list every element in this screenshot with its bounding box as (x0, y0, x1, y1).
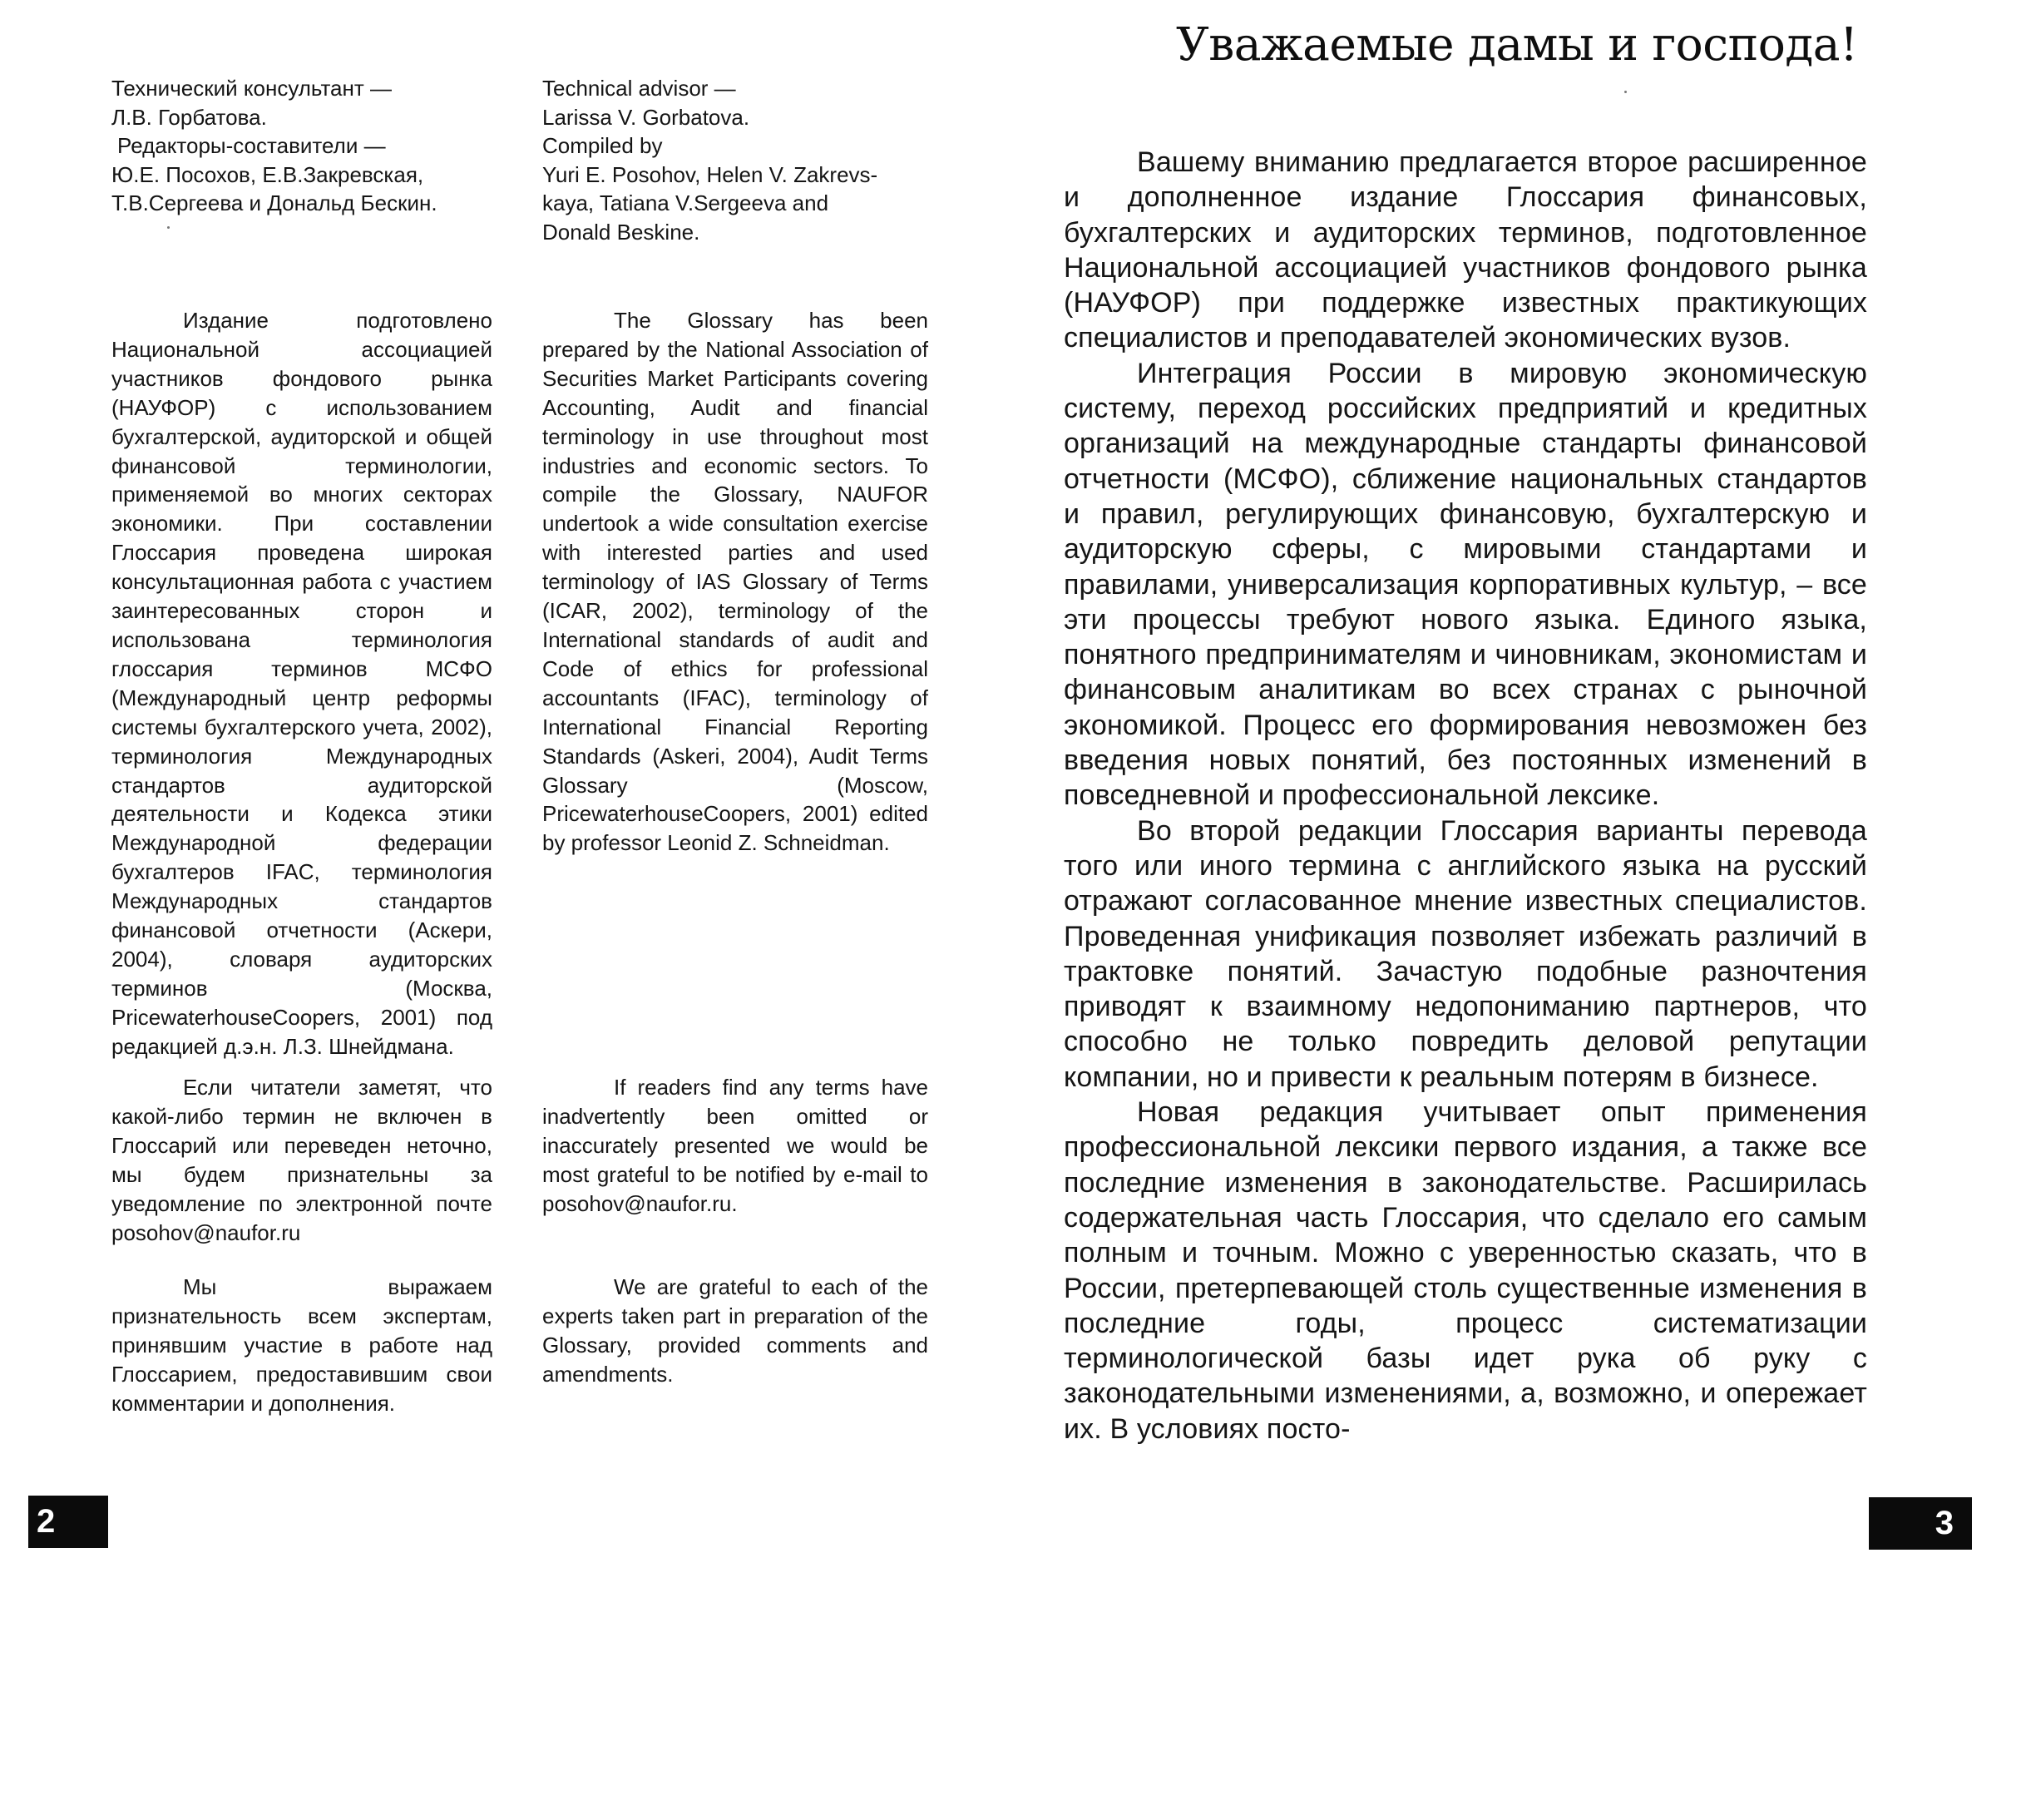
intro-ru-paragraph: Издание подготовлено Национальной ассоциацией участников фондового рынка (НАУФОР) с использованием бухгалтерской, аудиторской и общей финансовой терминологии, применяемой во многих секторах экономики. При составлении Глоссария проведена широкая консультационная работа с участием заинтересованных сторон и использована терминология глоссария терминов МСФО (Международный центр реформы системы бухгалтерского учета, 2002), терминология Международных стандартов аудиторской деятельности и Кодекса этики Международной федерации бухгалтеров IFAC, терминология Международных стандартов финансовой отчетности (Аскери, 2004), словаря аудиторских терминов (Москва, PricewaterhouseCoopers, 2001) под редакцией д.э.н. Л.З. Шнейдмана. (111, 308, 492, 1059)
credits-ru-line: Т.В.Сергеева и Дональд Бескин. (111, 190, 437, 215)
letter-paragraph: Во второй редакции Глоссария варианты перевода того или иного термина с английского языка на русский отражают согласованное мнение известных специалистов. Проведенная унификация позволяет избежать различий в трактовке понятий. Зачастую подобные разночтения приводят к взаимному недопониманию партнеров, что способно не только повредить деловой репутации компании, но и привести к реальным потерям в бизнесе. (1064, 814, 1867, 1093)
credits-en-line: kaya, Tatiana V.Sergeeva and (542, 190, 829, 215)
letter-paragraph: Вашему вниманию предлагается второе расширенное и дополненное издание Глоссария финансовых, бухгалтерских и аудиторских терминов, подготовленное Национальной ассоциацией участников фондового рынка (НАУФОР) при поддержке известных практикующих специалистов и преподавателей экономических вузов. (1064, 146, 1867, 354)
page-title: Уважаемые дамы и господа! (1176, 17, 1858, 71)
scan-speckle (1624, 91, 1627, 93)
credits-ru (111, 74, 437, 218)
credits-en (542, 74, 877, 246)
page-number-right: 3 (1869, 1497, 1972, 1550)
credits-en-line: Compiled by (542, 133, 663, 158)
credits-ru-line: Редакторы-составители — (117, 133, 386, 158)
credits-ru-line: Ю.Е. Посохов, Е.В.Закревская, (111, 161, 424, 187)
credits-en-line: Technical advisor — (542, 76, 736, 101)
contact-en-paragraph: If readers find any terms have inadvertently been omitted or inaccurately presented we would be most grateful to be notified by e-mail to posohov@naufor.ru. (542, 1075, 928, 1216)
thanks-en (542, 1273, 928, 1389)
letter-paragraph: Новая редакция учитывает опыт применения профессиональной лексики первого издания, а также все последние изменения в законодательстве. Расширилась содержательная часть Глоссария, что сделало его самым полным и точным. Можно с уверенностью сказать, что в России, претерпевающей столь существенные изменения в последние годы, процесс систематизации терминологической базы идет рука об руку с законодательными изменениями, а, возможно, и опережает их. В условиях посто- (1064, 1096, 1867, 1445)
credits-en-line: Yuri E. Posohov, Helen V. Zakrevs- (542, 161, 878, 187)
thanks-ru (111, 1273, 492, 1418)
intro-en-paragraph: The Glossary has been prepared by the National Association of Securities Market Participants covering Accounting, Audit and financial terminology in use throughout most industries and economic sectors. To compile the Glossary, NAUFOR undertook a wide consultation exercise with interested parties and used terminology of IAS Glossary of Terms (ICAR, 2002), terminology of the International standards of audit and Code of ethics for professional accountants (IFAC), terminology of International Financial Reporting Standards (Askeri, 2004), Audit Terms Glossary (Moscow, PricewaterhouseCoopers, 2001) edited by professor Leonid Z. Schneidman. (542, 308, 928, 856)
credits-ru-line: Технический консультант — (111, 76, 393, 101)
credits-en-line: Donald Beskine. (542, 219, 700, 245)
contact-ru (111, 1073, 492, 1247)
credits-ru-line: Л.В. Горбатова. (111, 104, 267, 130)
letter-body (1064, 145, 1867, 1447)
contact-en (542, 1073, 928, 1219)
thanks-ru-paragraph: Мы выражаем признательность всем экспертам, принявшим участие в работе над Глоссарием, предоставившим свои комментарии и дополнения. (111, 1274, 492, 1416)
letter-paragraph: Интеграция России в мировую экономическую систему, переход российских предприятий и кредитных организаций на международные стандарты финансовой отчетности (МСФО), сближение национальных стандартов и правил, регулирующих финансовую, бухгалтерскую и аудиторскую сферы, с мировыми стандартами и правилами, универсализация корпоративных культур, – все эти процессы требуют нового языка. Единого языка, понятного предпринимателям и чиновникам, экономистам и финансовым аналитикам во всех странах с рыночной экономикой. Процесс его формирования невозможен без введения новых понятий, без постоянных изменений в повседневной и профессиональной лексике. (1064, 357, 1867, 812)
page-number-left: 2 (28, 1496, 108, 1548)
intro-ru (111, 306, 492, 1061)
thanks-en-paragraph: We are grateful to each of the experts taken part in preparation of the Glossary, provided comments and amendments. (542, 1274, 928, 1387)
intro-en (542, 306, 928, 858)
scan-speckle (167, 226, 170, 229)
credits-en-line: Larissa V. Gorbatova. (542, 104, 750, 130)
contact-ru-paragraph: Если читатели заметят, что какой-либо термин не включен в Глоссарий или переведен неточно, мы будем признательны за уведомление по электронной почте posohov@naufor.ru (111, 1075, 492, 1245)
